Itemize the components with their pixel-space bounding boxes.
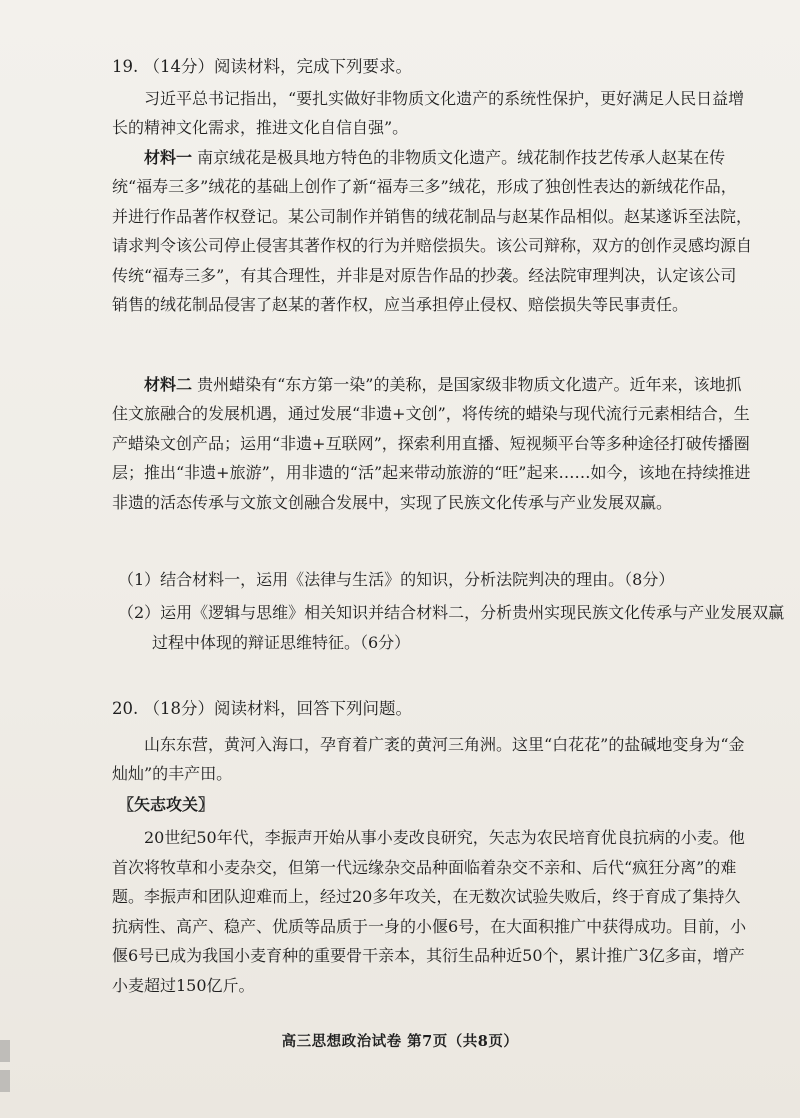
question-20-header: 20. （18分）阅读材料，回答下列问题。 bbox=[112, 699, 412, 718]
material-one bbox=[112, 143, 752, 319]
question-19-header: 19. （14分）阅读材料，完成下列要求。 bbox=[112, 57, 412, 76]
section-title: 〖矢志攻关〗 bbox=[118, 795, 215, 814]
binding-edge-mark bbox=[0, 1040, 10, 1062]
question-19-sub1: （1）结合材料一，运用《法律与生活》的知识，分析法院判决的理由。（8分） bbox=[118, 570, 675, 589]
material-one-text: 南京绒花是极具地方特色的非物质文化遗产。绒花制作技艺传承人赵某在传统“福寿三多”绒花的基础上创作了新“福寿三多”绒花，形成了独创性表达的新绒花作品，并进行作品著作权登记。某公司制作并销售的绒花制品与赵某作品相似。赵某遂诉至法院，请求判令该公司停止侵害其著作权的行为并赔偿损失。该公司辩称，双方的创作灵感均源自传统“福寿三多”，有其合理性，并非是对原告作品的抄袭。经法院审理判决，认定该公司销售的绒花制品侵害了赵某的著作权，应当承担停止侵权、赔偿损失等民事责任。 bbox=[112, 148, 753, 315]
binding-edge-mark bbox=[0, 1070, 10, 1092]
section-text: 20世纪50年代，李振声开始从事小麦改良研究，矢志为农民培育优良抗病的小麦。他首次将牧草和小麦杂交，但第一代远缘杂交品种面临着杂交不亲和、后代“疯狂分离”的难题。李振声和团队迎难而上，经过20多年攻关，在无数次试验失败后，终于育成了集持久抗病性、高产、稳产、优质等品质于一身的小偃6号，在大面积推广中获得成功。目前，小偃6号已成为我国小麦育种的重要骨干亲本，其衍生品种近50个，累计推广3亿多亩，增产小麦超过150亿斤。 bbox=[112, 828, 747, 995]
material-two-label: 材料二 bbox=[144, 375, 193, 394]
material-two-text: 贵州蜡染有“东方第一染”的美称，是国家级非物质文化遗产。近年来，该地抓住文旅融合的发展机遇，通过发展“非遗+文创”，将传统的蜡染与现代流行元素相结合，生产蜡染文创产品；运用“非遗+互联网”，探索利用直播、短视频平台等多种途径打破传播圈层；推出“非遗+旅游”，用非遗的“活”起来带动旅游的“旺”起来……如今，该地在持续推进非遗的活态传承与文旅文创融合发展中，实现了民族文化传承与产业发展双赢。 bbox=[112, 375, 751, 512]
question-19-sub2: （2）运用《逻辑与思维》相关知识并结合材料二，分析贵州实现民族文化传承与产业发展双赢过程中体现的辩证思维特征。（6分） bbox=[118, 603, 785, 652]
page-footer: 高三思想政治试卷 第7页（共8页） bbox=[281, 1033, 519, 1050]
material-one-label: 材料一 bbox=[144, 148, 193, 167]
material-two bbox=[112, 370, 752, 517]
question-19-intro: 习近平总书记指出，“要扎实做好非物质文化遗产的系统性保护，更好满足人民日益增长的精神文化需求，推进文化自信自强”。 bbox=[112, 89, 745, 138]
question-20-intro: 山东东营，黄河入海口，孕育着广袤的黄河三角洲。这里“白花花”的盐碱地变身为“金灿灿”的丰产田。 bbox=[112, 735, 745, 784]
